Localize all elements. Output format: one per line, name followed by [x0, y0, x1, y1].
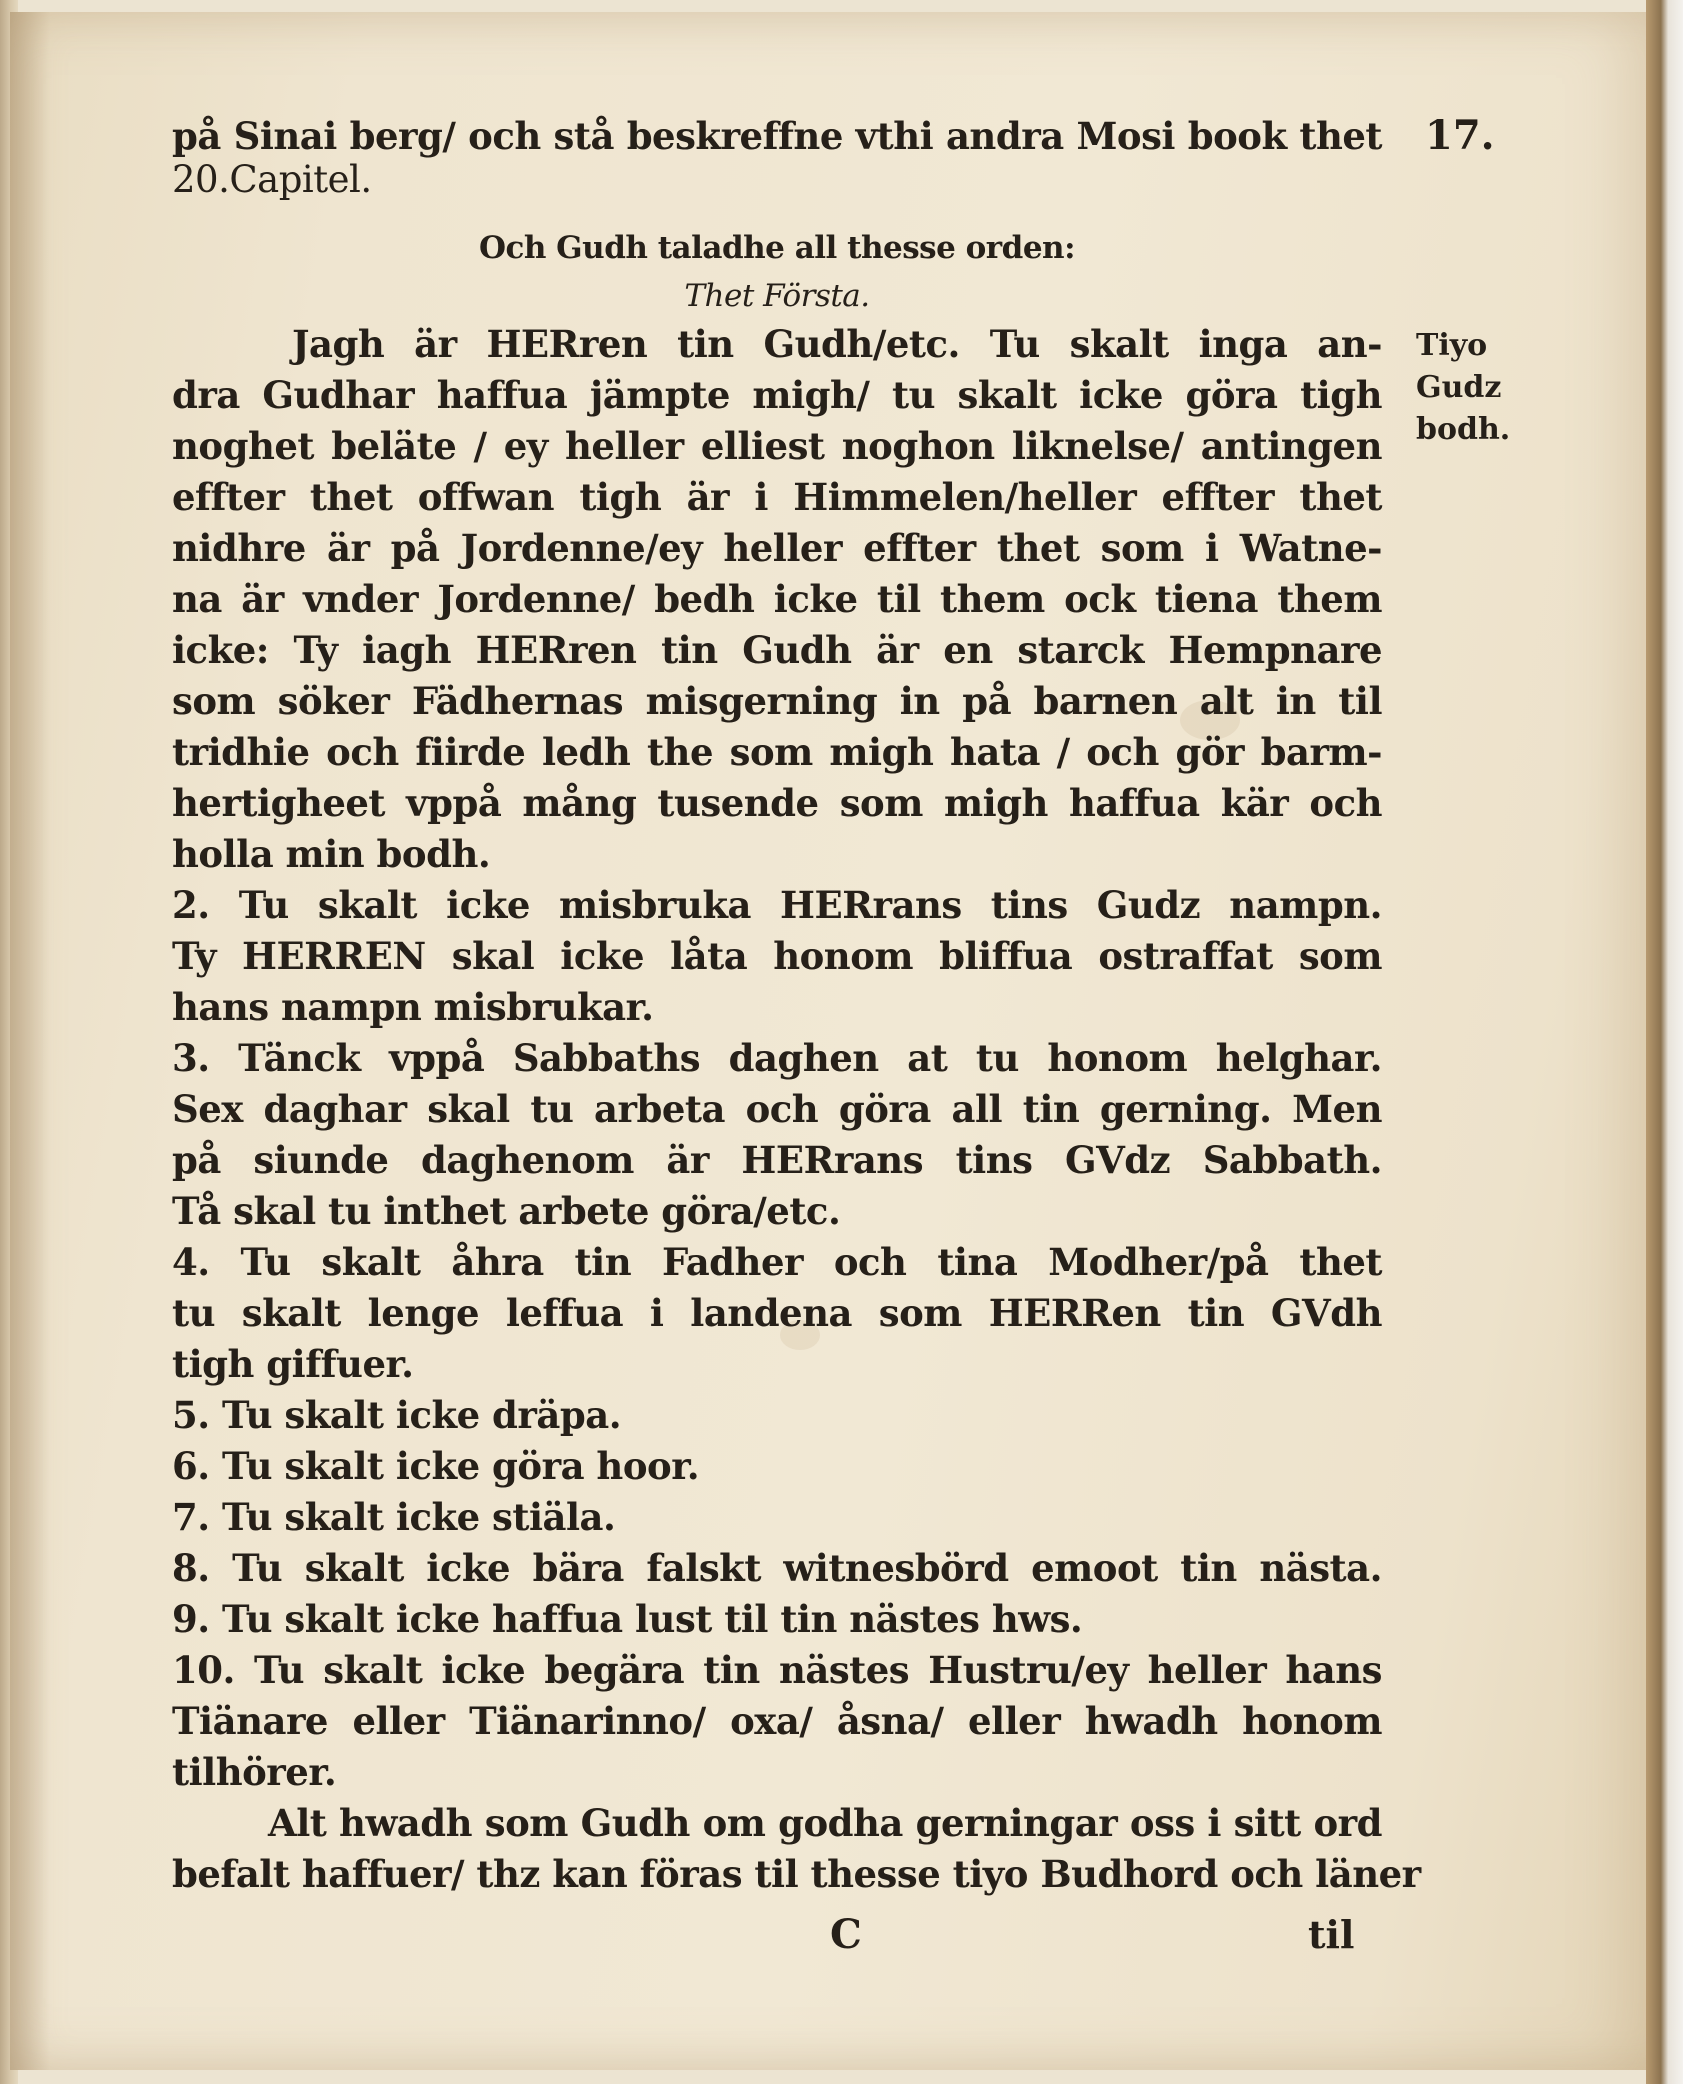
text-line: nidhre är på Jordenne/ey heller effter thet som i Watne-: [172, 526, 1382, 570]
text-line: dra Gudhar haffua jämpte migh/ tu skalt icke göra tigh: [172, 373, 1382, 417]
text-line: 6. Tu skalt icke göra hoor.: [172, 1444, 700, 1488]
margin-note-line: bodh.: [1416, 412, 1511, 447]
text-line: 8. Tu skalt icke bära falskt witnesbörd emoot tin nästa.: [172, 1546, 1382, 1590]
text-line: 3. Tänck vppå Sabbaths daghen at tu honom helghar.: [172, 1036, 1382, 1080]
page-number: 17.: [1425, 112, 1495, 159]
margin-note: [1416, 325, 1526, 451]
text-line: na är vnder Jordenne/ bedh icke til them ock tiena them: [172, 577, 1382, 621]
catchword: til: [1308, 1912, 1355, 1957]
text-line: hertigheet vppå mång tusende som migh haffua kär och: [172, 781, 1382, 825]
text-line: effter thet offwan tigh är i Himmelen/heller effter thet: [172, 475, 1382, 519]
text-line: Sex daghar skal tu arbeta och göra all tin gerning. Men: [172, 1087, 1382, 1131]
text-line: Tiänare eller Tiänarinno/ oxa/ åsna/ eller hwadh honom: [172, 1699, 1382, 1743]
text-line: som söker Fädhernas misgerning in på barnen alt in til: [172, 679, 1382, 723]
text-line: 4. Tu skalt åhra tin Fadher och tina Modher/på thet: [172, 1240, 1382, 1284]
text-line: tu skalt lenge leffua i landena som HERRen tin GVdh: [172, 1291, 1382, 1335]
text-line: 9. Tu skalt icke haffua lust til tin nästes hws.: [172, 1597, 1083, 1641]
text-line: icke: Ty iagh HERren tin Gudh är en starck Hempnare: [172, 628, 1382, 672]
text-line: Alt hwadh som Gudh om godha gerningar oss i sitt ord: [268, 1801, 1382, 1845]
text-line: hans nampn misbrukar.: [172, 985, 654, 1029]
text-line: på Sinai berg/ och stå beskreffne vthi andra Mosi book thet: [172, 114, 1382, 158]
text-line: tridhie och fiirde ledh the som migh hata / och gör barm-: [172, 730, 1382, 774]
margin-note-line: Gudz: [1416, 370, 1502, 405]
text-line: befalt haffuer/ thz kan föras til thesse tiyo Budhord och läner: [172, 1852, 1421, 1896]
text-line: 2. Tu skalt icke misbruka HERrans tins Gudz nampn.: [172, 883, 1382, 927]
section-heading: Och Gudh taladhe all thesse orden:: [478, 230, 1076, 266]
text-line: tilhörer.: [172, 1750, 337, 1794]
text-line: 5. Tu skalt icke dräpa.: [172, 1393, 622, 1437]
page-stack-edge: [1646, 0, 1683, 2084]
text-line: på siunde daghenom är HERrans tins GVdz Sabbath.: [172, 1138, 1382, 1182]
margin-note-line: Tiyo: [1416, 328, 1488, 363]
text-line: 10. Tu skalt icke begära tin nästes Hustru/ey heller hans: [172, 1648, 1382, 1692]
gutter-shadow: [10, 12, 50, 2070]
text-line: 7. Tu skalt icke stiäla.: [172, 1495, 616, 1539]
text-line: holla min bodh.: [172, 832, 491, 876]
text-line: tigh giffuer.: [172, 1342, 414, 1386]
text-line: 20.Capitel.: [172, 158, 372, 201]
commandment-heading: Thet Första.: [684, 278, 870, 314]
text-line: Tå skal tu inthet arbete göra/etc.: [172, 1189, 841, 1233]
signature-mark: C: [830, 1911, 862, 1958]
text-line: Jagh är HERren tin Gudh/etc. Tu skalt inga an-: [292, 322, 1382, 366]
text-line: Ty HERREN skal icke låta honom bliffua ostraffat som: [172, 934, 1382, 978]
text-line: noghet beläte / ey heller elliest noghon liknelse/ antingen: [172, 424, 1382, 468]
